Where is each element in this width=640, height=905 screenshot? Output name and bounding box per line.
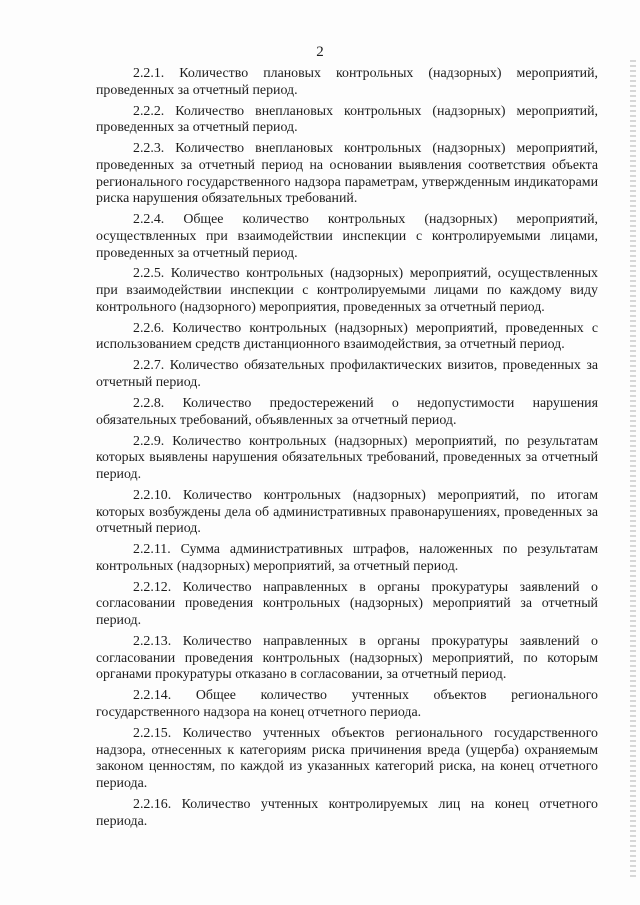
scan-edge-stripe [630,60,636,880]
page-number: 2 [316,44,324,60]
paragraph-2-2-4: 2.2.4. Общее количество контрольных (надзорных) мероприятий, осуществленных при взаимодействии инспекции с контролируемыми лицами, проведенных за отчетный период. [96,212,598,261]
paragraph-2-2-6: 2.2.6. Количество контрольных (надзорных) мероприятий, проведенных с использованием средств дистанционного взаимодействия, за отчетный период. [96,320,598,353]
paragraph-2-2-2: 2.2.2. Количество внеплановых контрольных (надзорных) мероприятий, проведенных за отчетный период. [96,103,598,136]
paragraph-2-2-14: 2.2.14. Общее количество учтенных объектов регионального государственного надзора на конец отчетного периода. [96,688,598,721]
paragraph-2-2-15: 2.2.15. Количество учтенных объектов регионального государственного надзора, отнесенных к категориям риска причинения вреда (ущерба) охраняемым законом ценностям, по каждой из указанных категорий риска, на конец отчетного периода. [96,725,598,792]
paragraph-2-2-9: 2.2.9. Количество контрольных (надзорных) мероприятий, по результатам которых выявлены нарушения обязательных требований, проведенных за отчетный период. [96,433,598,482]
document-body [96,66,598,835]
paragraph-2-2-16: 2.2.16. Количество учтенных контролируемых лиц на конец отчетного периода. [96,796,598,829]
paragraph-2-2-5: 2.2.5. Количество контрольных (надзорных) мероприятий, осуществленных при взаимодействии инспекции с контролируемыми лицами по каждому виду контрольного (надзорного) мероприятия, проведенных за отчетный период. [96,266,598,315]
paragraph-2-2-10: 2.2.10. Количество контрольных (надзорных) мероприятий, по итогам которых возбуждены дела об административных правонарушениях, проведенных за отчетный период. [96,487,598,537]
paragraph-2-2-11: 2.2.11. Сумма административных штрафов, наложенных по результатам контрольных (надзорных) мероприятий, за отчетный период. [96,542,598,574]
paragraph-2-2-3: 2.2.3. Количество внеплановых контрольных (надзорных) мероприятий, проведенных за отчетный период на основании выявления соответствия объекта регионального государственного надзора параметрам, утвержденным индикаторами риска нарушения обязательных требований. [96,141,598,207]
paragraph-2-2-8: 2.2.8. Количество предостережений о недопустимости нарушения обязательных требований, объявленных за отчетный период. [96,395,598,428]
paragraph-2-2-13: 2.2.13. Количество направленных в органы прокуратуры заявлений о согласовании проведения контрольных (надзорных) мероприятий, по которым органами прокуратуры отказано в согласовании, за отчетный период. [96,634,598,683]
paragraph-2-2-1: 2.2.1. Количество плановых контрольных (надзорных) мероприятий, проведенных за отчетный период. [96,66,598,98]
paragraph-2-2-7: 2.2.7. Количество обязательных профилактических визитов, проведенных за отчетный период. [96,358,598,391]
paragraph-2-2-12: 2.2.12. Количество направленных в органы прокуратуры заявлений о согласовании проведения контрольных (надзорных) мероприятий за отчетный период. [96,579,598,629]
